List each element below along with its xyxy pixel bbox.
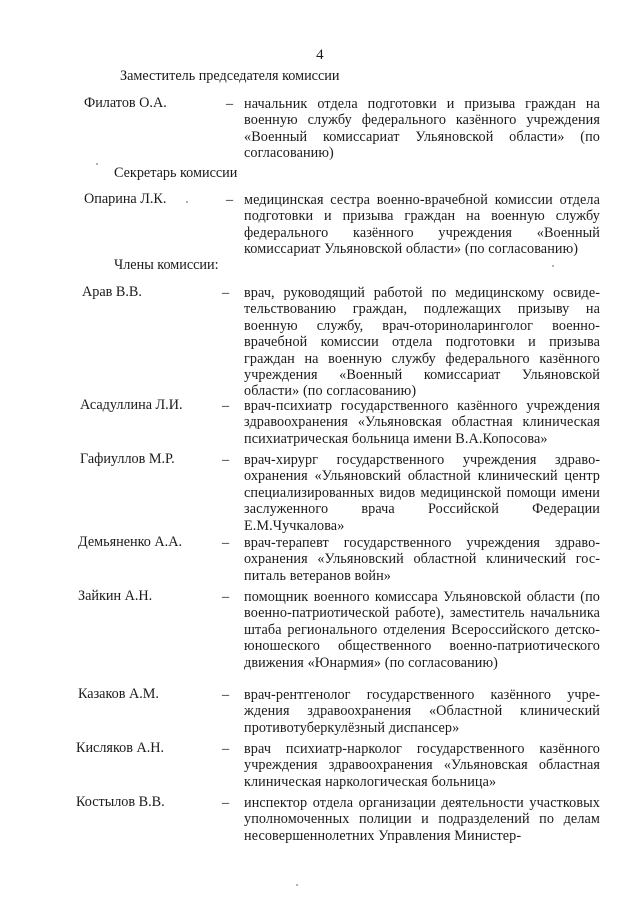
entry-dash: – [222, 398, 230, 414]
scan-speck [296, 884, 298, 886]
entry-dash: – [222, 795, 230, 811]
entry-dash: – [226, 192, 234, 208]
scan-speck [552, 265, 554, 267]
section-heading-secretary: Секретарь комиссии [114, 165, 238, 181]
entry-dash: – [222, 285, 230, 301]
entry-description: врач психиатр-нарколог государственного казённого учреждения здравоохранения «Ульяновская областная клиническая наркологическая больница» [244, 741, 600, 790]
entry-dash: – [222, 741, 230, 757]
section-heading-members: Члены комиссии: [114, 257, 219, 273]
entry-dash: – [222, 687, 230, 703]
entry-name: Гафиуллов М.Р. [80, 451, 175, 467]
scan-speck [186, 201, 188, 203]
section-heading-deputy-chair: Заместитель председателя комиссии [120, 68, 340, 84]
entry-name: Арав В.В. [82, 284, 142, 300]
entry-name: Опарина Л.К. [84, 191, 167, 207]
entry-name: Казаков А.М. [78, 686, 159, 702]
entry-name: Демьяненко А.А. [78, 534, 183, 550]
entry-dash: – [222, 535, 230, 551]
entry-description: инспектор отдела организации деятельности участковых уполномоченных полиции и подразделений по делам несовершеннолетних Управления Министер- [244, 795, 600, 844]
entry-description: начальник отдела подготовки и призыва граждан на военную службу федерального казённого учреждения «Военный комиссариат Ульяновской области» (по согласованию) [244, 96, 600, 162]
entry-description: врач-терапевт государственного учреждения здравоохранения «Ульяновский областной клинический госпиталь ветеранов войн» [244, 535, 600, 584]
entry-name: Филатов О.А. [84, 95, 167, 111]
page-number: 4 [316, 47, 324, 63]
entry-dash: – [222, 589, 230, 605]
entry-name: Зайкин А.Н. [78, 588, 153, 604]
entry-name: Асадуллина Л.И. [80, 397, 183, 413]
entry-name: Кисляков А.Н. [76, 740, 165, 756]
entry-description: врач-психиатр государственного казённого учреждения здравоохранения «Ульяновская областная клиническая психиатрическая больница имени В.А.Копосова» [244, 398, 600, 447]
entry-name: Костылов В.В. [76, 794, 165, 810]
scan-speck [96, 163, 98, 165]
entry-dash: – [226, 96, 234, 112]
entry-description: врач-рентгенолог государственного казённого учреждения здравоохранения «Областной клинический противотуберкулёзный диспансер» [244, 687, 600, 736]
entry-description: помощник военного комиссара Ульяновской области (по военно-патриотической работе), заместитель начальника штаба регионального отделения Всероссийского детско-юношеского общественного военно-патриотического движения «Юнармия» (по согласованию) [244, 589, 600, 671]
entry-dash: – [222, 452, 230, 468]
entry-description: врач-хирург государственного учреждения здравоохранения «Ульяновский областной клинический центр специализированных видов медицинской помощи имени заслуженного врача Российской Федерации Е.М.Чучкалова» [244, 452, 600, 534]
entry-description: врач, руководящий работой по медицинскому освидетельствованию граждан, подлежащих призыву на военную службу, врач-оториноларинголог военно-врачебной комиссии отдела подготовки и призыва граждан на военную службу федерального казённого учреждения «Военный комиссариат Ульяновской области» (по согласованию) [244, 285, 600, 400]
entry-description: медицинская сестра военно-врачебной комиссии отдела подготовки и призыва граждан на военную службу федерального казённого учреждения «Военный комиссариат Ульяновской области» (по согласованию) [244, 192, 600, 258]
